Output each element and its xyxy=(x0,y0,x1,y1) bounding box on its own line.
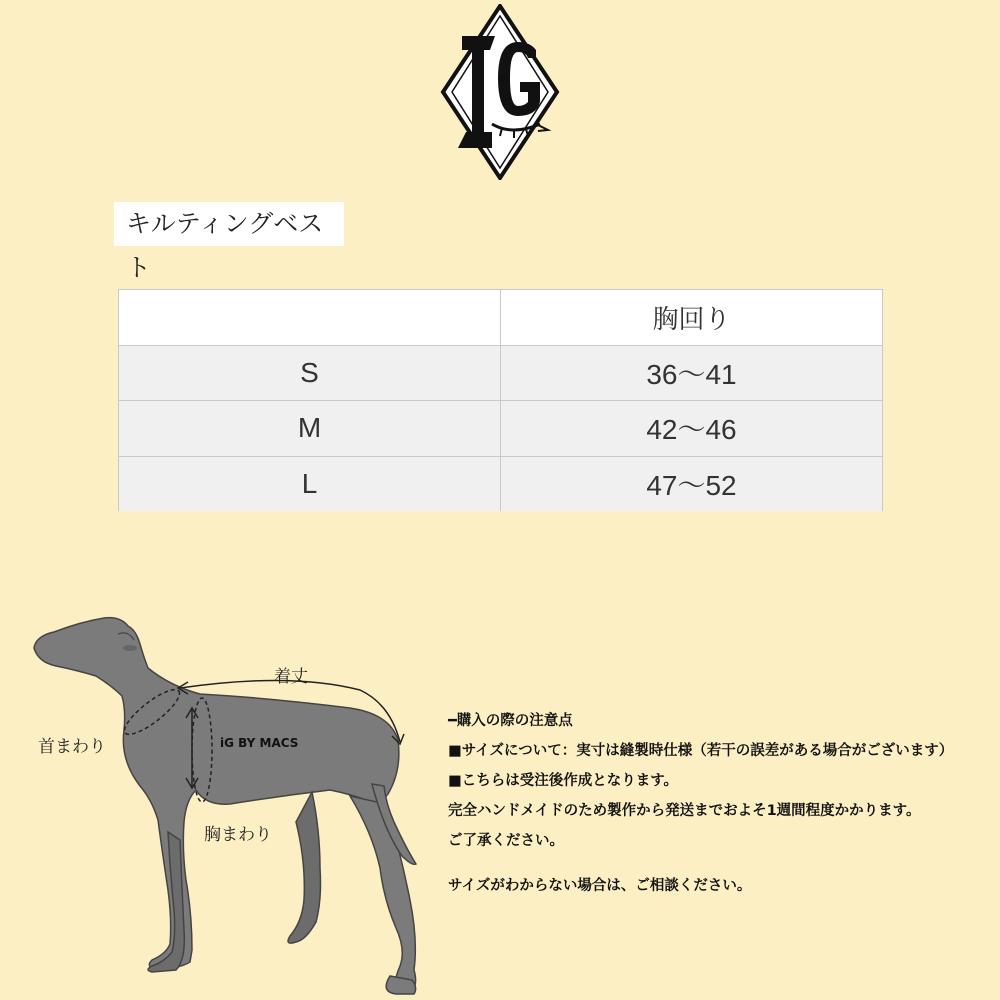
notes-line: ■こちらは受注後作成となります。 xyxy=(448,773,679,789)
size-cell: M xyxy=(119,401,501,457)
dog-silhouette-diagram xyxy=(20,600,440,1000)
chest-cell: 42〜46 xyxy=(501,401,883,457)
notes-line: 完全ハンドメイドのため製作から発送までおよそ1週間程度かかります。 xyxy=(448,803,921,819)
length-label: 着丈 xyxy=(274,667,308,687)
size-cell: L xyxy=(119,456,501,511)
brand-label: iG BY MACS xyxy=(220,736,299,750)
table-header-chest: 胸回り xyxy=(501,290,883,346)
table-row xyxy=(119,456,883,511)
size-cell: S xyxy=(119,345,501,401)
table-row xyxy=(119,345,883,401)
notes-line: ■サイズについて：実寸は縫製時仕様（若干の誤差がある場合がございます） xyxy=(448,743,954,759)
chest-cell: 36〜41 xyxy=(501,345,883,401)
brand-logo xyxy=(440,4,560,180)
table-header-row xyxy=(119,290,883,346)
notes-line: サイズがわからない場合は、ご相談ください。 xyxy=(448,878,752,894)
table-row xyxy=(119,401,883,457)
notes-line: ご了承ください。 xyxy=(448,833,564,849)
product-title: キルティングベスト xyxy=(114,202,344,246)
chest-label: 胸まわり xyxy=(204,825,272,845)
chest-cell: 47〜52 xyxy=(501,456,883,511)
table-header-cell xyxy=(119,290,501,346)
size-table xyxy=(118,289,883,511)
neck-label: 首まわり xyxy=(38,737,106,757)
notes-heading: ━購入の際の注意点 xyxy=(448,713,573,729)
purchase-notes xyxy=(448,706,988,901)
